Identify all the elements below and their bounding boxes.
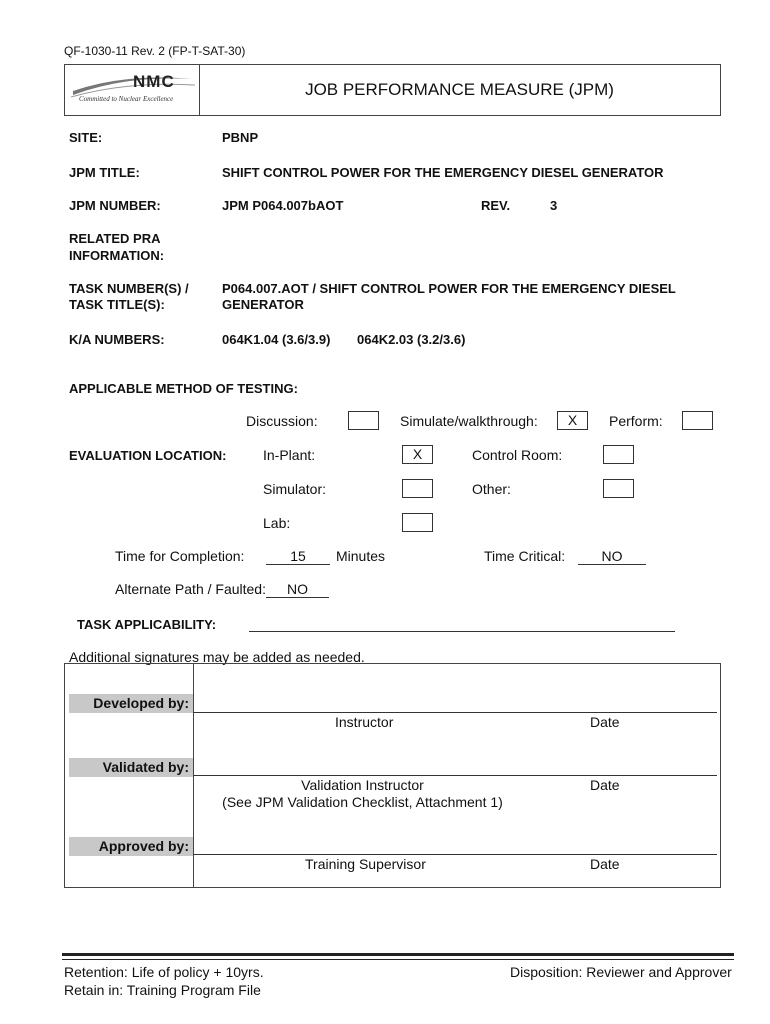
- jpm-number-value: JPM P064.007bAOT: [222, 198, 344, 213]
- pra-label-line-2: INFORMATION:: [69, 248, 165, 263]
- footer-rule-thick: [62, 953, 734, 956]
- completion-unit: Minutes: [336, 548, 386, 564]
- developed-date: Date: [590, 714, 620, 730]
- ka-label: K/A NUMBERS:: [69, 332, 165, 347]
- inplant-label: In-Plant:: [263, 447, 316, 463]
- applicability-label: TASK APPLICABILITY:: [77, 617, 217, 632]
- validated-role-note: (See JPM Validation Checklist, Attachment 1): [222, 794, 503, 810]
- footer-disposition: Disposition: Reviewer and Approver: [510, 964, 732, 980]
- alternate-label: Alternate Path / Faulted:: [115, 581, 266, 597]
- jpm-title-label: JPM TITLE:: [69, 165, 140, 180]
- form-id: QF-1030-11 Rev. 2 (FP-T-SAT-30): [64, 44, 246, 58]
- task-label-line-1: TASK NUMBER(S) /: [69, 281, 189, 296]
- footer-rule-thin: [62, 959, 734, 960]
- lab-label: Lab:: [263, 515, 291, 531]
- nmc-logo: [65, 65, 200, 115]
- ka-value-1: 064K1.04 (3.6/3.9): [222, 332, 331, 347]
- site-value: PBNP: [222, 130, 259, 145]
- simulator-label: Simulator:: [263, 481, 327, 497]
- validated-label: Validated by:: [69, 758, 193, 777]
- site-label: SITE:: [69, 130, 103, 145]
- svg-text:Committed to Nuclear Excellenc: Committed to Nuclear Excellence: [79, 95, 174, 103]
- alternate-value[interactable]: NO: [266, 581, 329, 598]
- document-header: [64, 64, 721, 116]
- approved-label: Approved by:: [69, 837, 193, 856]
- completion-label: Time for Completion:: [115, 548, 245, 564]
- location-heading: EVALUATION LOCATION:: [69, 448, 227, 463]
- simulate-checkbox[interactable]: X: [557, 411, 588, 430]
- validated-signature-line[interactable]: [193, 775, 717, 776]
- document-title: JOB PERFORMANCE MEASURE (JPM): [305, 80, 614, 99]
- validated-date: Date: [590, 777, 620, 793]
- control-room-checkbox[interactable]: [603, 445, 634, 464]
- other-checkbox[interactable]: [603, 479, 634, 498]
- footer-retention: Retention: Life of policy + 10yrs.: [64, 964, 264, 980]
- testing-heading: APPLICABLE METHOD OF TESTING:: [69, 381, 298, 396]
- discussion-label: Discussion:: [246, 413, 318, 429]
- inplant-checkbox[interactable]: X: [402, 445, 433, 464]
- task-value-line-1: P064.007.AOT / SHIFT CONTROL POWER FOR THE EMERGENCY DIESEL: [222, 281, 676, 296]
- other-label: Other:: [472, 481, 511, 497]
- approved-role: Training Supervisor: [305, 856, 426, 872]
- jpm-title-value: SHIFT CONTROL POWER FOR THE EMERGENCY DIESEL GENERATOR: [222, 165, 664, 180]
- critical-label: Time Critical:: [484, 548, 566, 564]
- pra-label-line-1: RELATED PRA: [69, 231, 161, 246]
- task-label-line-2: TASK TITLE(S):: [69, 297, 165, 312]
- developed-role: Instructor: [335, 714, 394, 730]
- developed-label: Developed by:: [69, 694, 193, 713]
- developed-signature-line[interactable]: [193, 712, 717, 713]
- lab-checkbox[interactable]: [402, 513, 433, 532]
- perform-checkbox[interactable]: [682, 411, 713, 430]
- rev-value: 3: [550, 198, 558, 213]
- svg-text:NMC: NMC: [133, 72, 175, 91]
- rev-label: REV.: [481, 198, 511, 213]
- completion-value[interactable]: 15: [266, 548, 330, 565]
- control-room-label: Control Room:: [472, 447, 563, 463]
- perform-label: Perform:: [609, 413, 663, 429]
- signature-block: [64, 663, 721, 888]
- nmc-logo-graphic: [65, 65, 199, 115]
- ka-value-2: 064K2.03 (3.2/3.6): [357, 332, 466, 347]
- simulate-label: Simulate/walkthrough:: [400, 413, 538, 429]
- critical-value[interactable]: NO: [578, 548, 646, 565]
- simulator-checkbox[interactable]: [402, 479, 433, 498]
- footer-retain-in: Retain in: Training Program File: [64, 982, 261, 998]
- validated-role: Validation Instructor: [301, 777, 424, 793]
- approved-date: Date: [590, 856, 620, 872]
- signature-note: Additional signatures may be added as needed.: [69, 649, 365, 665]
- applicability-value[interactable]: [249, 615, 675, 632]
- task-value-line-2: GENERATOR: [222, 297, 304, 312]
- discussion-checkbox[interactable]: [348, 411, 379, 430]
- jpm-number-label: JPM NUMBER:: [69, 198, 161, 213]
- approved-signature-line[interactable]: [193, 854, 717, 855]
